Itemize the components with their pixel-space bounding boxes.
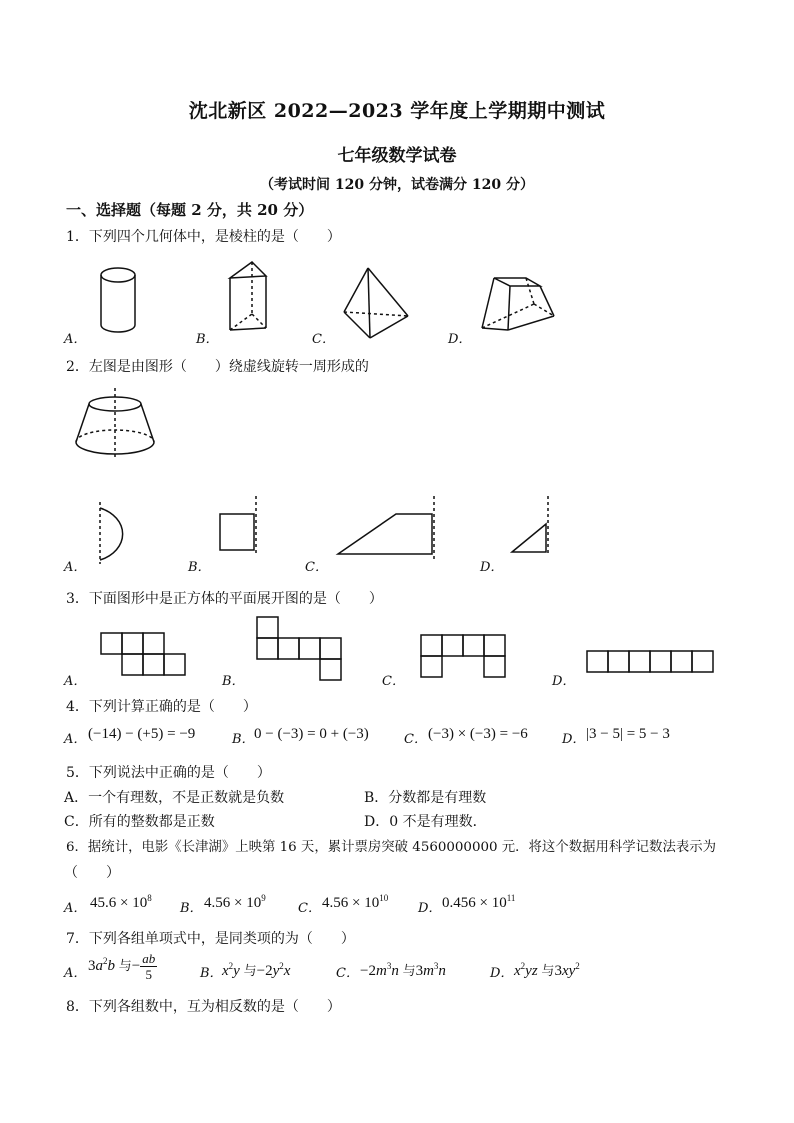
q6-option-c-label: C． bbox=[298, 901, 321, 916]
q6-option-d-label: D． bbox=[418, 901, 442, 916]
q4-option-b-label: B． bbox=[232, 732, 255, 747]
q7-option-c-label: C． bbox=[336, 966, 359, 981]
q2-option-d-label: D． bbox=[480, 560, 504, 575]
q7-option-b: $x^2y$ 与$-2y^2x$ bbox=[222, 961, 291, 979]
question-5-text: 5．下列说法中正确的是（ ） bbox=[66, 765, 271, 781]
square-figure bbox=[216, 494, 266, 556]
net-b-figure bbox=[256, 616, 346, 682]
frustum-figure bbox=[476, 270, 562, 336]
triangular-prism-figure bbox=[222, 258, 282, 338]
q7-option-d-label: D． bbox=[490, 966, 514, 981]
q5-option-b: B．分数都是有理数 bbox=[364, 790, 487, 806]
question-7-text: 7．下列各组单项式中，是同类项的为（ ） bbox=[66, 931, 355, 947]
trapezoid-figure bbox=[334, 494, 440, 560]
q2-option-b-label: B． bbox=[188, 560, 211, 575]
q7-option-b-label: B． bbox=[200, 966, 223, 981]
q5-option-a: A．一个有理数，不是正数就是负数 bbox=[64, 790, 285, 806]
q6-option-b: $4.56 \times 10^9$ bbox=[204, 893, 266, 911]
question-6-paren: （ ） bbox=[64, 865, 120, 881]
q4-option-a-label: A． bbox=[64, 732, 87, 747]
semicircle-figure bbox=[96, 498, 146, 568]
q6-option-d: $0.456 \times 10^{11}$ bbox=[442, 893, 516, 911]
q7-option-a-label: A． bbox=[64, 966, 87, 981]
q4-option-b: 0 − (−3) = 0 + (−3) bbox=[254, 726, 369, 742]
q4-option-d: |3 − 5| = 5 − 3 bbox=[586, 726, 670, 742]
q4-option-a: (−14) − (+5) = −9 bbox=[88, 726, 196, 742]
net-c-figure bbox=[420, 634, 510, 680]
exam-subtitle: 七年级数学试卷 bbox=[337, 146, 457, 166]
q1-option-a-label: A． bbox=[64, 332, 87, 347]
q6-option-c: $4.56 \times 10^{10}$ bbox=[322, 893, 389, 911]
pyramid-figure bbox=[340, 266, 412, 342]
question-2-text: 2．左图是由图形（ ）绕虚线旋转一周形成的 bbox=[66, 359, 369, 375]
q6-option-b-label: B． bbox=[180, 901, 203, 916]
q6-option-a: $45.6 \times 10^8$ bbox=[90, 893, 152, 911]
question-1-text: 1．下列四个几何体中，是棱柱的是（ ） bbox=[66, 229, 341, 245]
section-heading: 一、选择题（每题 2 分，共 20 分） bbox=[66, 201, 314, 219]
q3-option-a-label: A． bbox=[64, 674, 87, 689]
q7-option-a: $3a^2b$ 与− $\frac{ab}{5}$ bbox=[88, 951, 156, 982]
question-3-text: 3．下面图形中是正方体的平面展开图的是（ ） bbox=[66, 591, 383, 607]
q3-option-b-label: B． bbox=[222, 674, 245, 689]
q3-option-d-label: D． bbox=[552, 674, 576, 689]
exam-note: （考试时间 120 分钟，试卷满分 120 分） bbox=[260, 177, 534, 193]
net-d-figure bbox=[586, 650, 716, 674]
question-8-text: 8．下列各组数中，互为相反数的是（ ） bbox=[66, 999, 341, 1015]
q1-option-c-label: C． bbox=[312, 332, 335, 347]
q6-option-a-label: A． bbox=[64, 901, 87, 916]
q1-option-b-label: B． bbox=[196, 332, 219, 347]
question-4-text: 4．下列计算正确的是（ ） bbox=[66, 699, 257, 715]
triangle-figure bbox=[508, 494, 552, 556]
q2-option-a-label: A． bbox=[64, 560, 87, 575]
q7-option-d: $x^2yz$ 与$3xy^2$ bbox=[514, 961, 580, 979]
q7-option-c: $-2m^3n$ 与$3m^3n$ bbox=[360, 961, 446, 979]
q4-option-c: (−3) × (−3) = −6 bbox=[428, 726, 528, 742]
rotated-solid-figure bbox=[70, 384, 160, 464]
q1-option-d-label: D． bbox=[448, 332, 472, 347]
q4-option-c-label: C． bbox=[404, 732, 427, 747]
q2-option-c-label: C． bbox=[305, 560, 328, 575]
q5-option-c: C．所有的整数都是正数 bbox=[64, 814, 215, 830]
cylinder-figure bbox=[92, 263, 152, 339]
net-a-figure bbox=[100, 632, 190, 678]
q4-option-d-label: D． bbox=[562, 732, 586, 747]
question-6-text: 6．据统计，电影《长津湖》上映第 16 天，累计票房突破 4560000000 元．将这个数据用科学记数法表示为 bbox=[66, 840, 717, 855]
exam-title: 沈北新区 2022—2023 学年度上学期期中测试 bbox=[188, 100, 606, 122]
q3-option-c-label: C． bbox=[382, 674, 405, 689]
q5-option-d: D．0 不是有理数． bbox=[364, 814, 487, 830]
